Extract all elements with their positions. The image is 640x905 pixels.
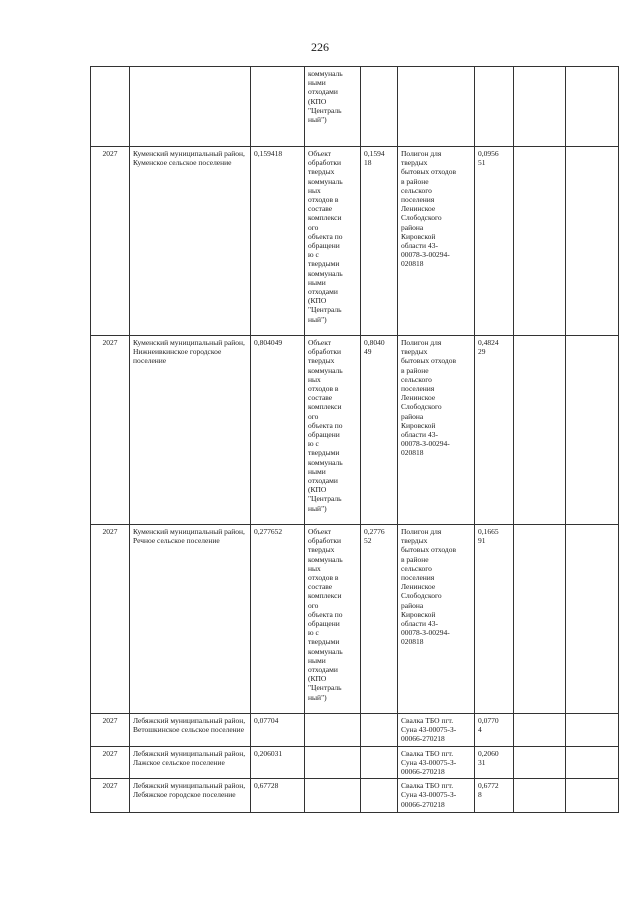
table-row: [91, 714, 619, 747]
cell-empty: [566, 336, 619, 525]
cell-disposal: Полигон для твердых бытовых отходов в районе сельского поселения Ленинское Слободского района Кировской области 43- 00078-З-00294- 020818: [398, 336, 475, 525]
cell-empty: [566, 67, 619, 147]
cell-territory: Лебяжский муниципальный район, Лажское сельское поселение: [130, 746, 251, 779]
cell-empty: [566, 147, 619, 336]
cell-facility-volume: 0,2776 52: [361, 525, 398, 714]
table-row: [91, 779, 619, 813]
cell-disposal-volume: 0,0770 4: [475, 714, 514, 747]
cell-empty: [514, 525, 566, 714]
page-number: 226: [311, 40, 329, 54]
cell-empty: [514, 746, 566, 779]
cell-disposal-volume: 0,0956 51: [475, 147, 514, 336]
cell-empty: [514, 779, 566, 813]
cell-facility-volume: 0,1594 18: [361, 147, 398, 336]
cell-year: 2027: [91, 779, 130, 813]
cell-facility-volume: [361, 779, 398, 813]
cell-empty: [566, 746, 619, 779]
cell-volume-total: [251, 67, 305, 147]
cell-disposal: Свалка ТБО пгт. Суна 43-00075-З- 00066-270218: [398, 746, 475, 779]
cell-territory: Куменский муниципальный район, Речное сельское поселение: [130, 525, 251, 714]
table-row: [91, 525, 619, 714]
cell-empty: [566, 525, 619, 714]
cell-facility-volume: [361, 746, 398, 779]
table-row: [91, 336, 619, 525]
cell-disposal: [398, 67, 475, 147]
cell-empty: [514, 714, 566, 747]
cell-empty: [566, 779, 619, 813]
cell-year: [91, 67, 130, 147]
waste-flow-table: [90, 66, 619, 813]
cell-disposal-volume: 0,4824 29: [475, 336, 514, 525]
cell-disposal: Полигон для твердых бытовых отходов в районе сельского поселения Ленинское Слободского района Кировской области 43- 00078-З-00294- 020818: [398, 525, 475, 714]
cell-year: 2027: [91, 525, 130, 714]
cell-facility: Объект обработки твердых коммуналь ных отходов в составе комплекси ого объекта по обращени ю с твердыми коммуналь ными отходами (КПО "Централь ный"): [305, 525, 361, 714]
cell-disposal-volume: 0,2060 31: [475, 746, 514, 779]
cell-empty: [514, 147, 566, 336]
cell-volume-total: 0,277652: [251, 525, 305, 714]
table-row: [91, 746, 619, 779]
cell-territory: Лебяжский муниципальный район, Ветошкинское сельское поселение: [130, 714, 251, 747]
cell-volume-total: 0,67728: [251, 779, 305, 813]
cell-disposal: Свалка ТБО пгт. Суна 43-00075-З- 00066-270218: [398, 714, 475, 747]
cell-volume-total: 0,07704: [251, 714, 305, 747]
cell-volume-total: 0,206031: [251, 746, 305, 779]
cell-year: 2027: [91, 714, 130, 747]
cell-facility: Объект обработки твердых коммуналь ных отходов в составе комплекси ого объекта по обращени ю с твердыми коммуналь ными отходами (КПО "Централь ный"): [305, 147, 361, 336]
cell-territory: Куменский муниципальный район, Нижнеивкинское городское поселение: [130, 336, 251, 525]
cell-facility: коммуналь ными отходами (КПО "Централь ный"): [305, 67, 361, 147]
cell-facility: Объект обработки твердых коммуналь ных отходов в составе комплекси ого объекта по обращени ю с твердыми коммуналь ными отходами (КПО "Централь ный"): [305, 336, 361, 525]
cell-disposal: Полигон для твердых бытовых отходов в районе сельского поселения Ленинское Слободского района Кировской области 43- 00078-З-00294- 020818: [398, 147, 475, 336]
cell-disposal: Свалка ТБО пгт. Суна 43-00075-З- 00066-270218: [398, 779, 475, 813]
cell-disposal-volume: 0,1665 91: [475, 525, 514, 714]
cell-year: 2027: [91, 147, 130, 336]
cell-facility-volume: 0,8040 49: [361, 336, 398, 525]
cell-year: 2027: [91, 746, 130, 779]
table-row: [91, 147, 619, 336]
cell-territory: Лебяжский муниципальный район, Лебяжское городское поселение: [130, 779, 251, 813]
cell-territory: [130, 67, 251, 147]
cell-facility: [305, 714, 361, 747]
cell-facility-volume: [361, 67, 398, 147]
cell-territory: Куменский муниципальный район, Куменское сельское поселение: [130, 147, 251, 336]
cell-empty: [566, 714, 619, 747]
table-row-continuation: [91, 67, 619, 147]
cell-facility: [305, 779, 361, 813]
cell-year: 2027: [91, 336, 130, 525]
cell-facility-volume: [361, 714, 398, 747]
cell-disposal-volume: [475, 67, 514, 147]
cell-empty: [514, 336, 566, 525]
cell-disposal-volume: 0,6772 8: [475, 779, 514, 813]
cell-facility: [305, 746, 361, 779]
cell-volume-total: 0,804049: [251, 336, 305, 525]
cell-empty: [514, 67, 566, 147]
cell-volume-total: 0,159418: [251, 147, 305, 336]
